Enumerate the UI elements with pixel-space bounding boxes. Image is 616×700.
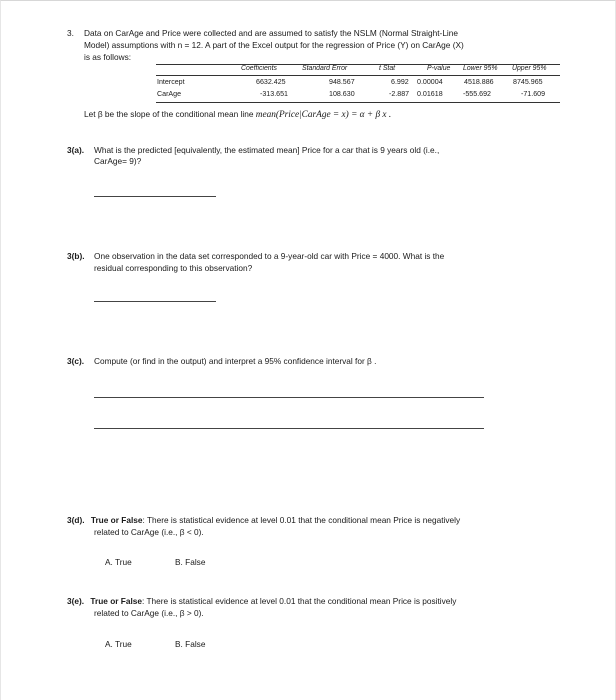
- question-3d-text-1: : There is statistical evidence at level 0.01 that the conditional mean Price is negatively: [142, 515, 461, 525]
- header-lower-95: Lower 95%: [463, 65, 498, 72]
- header-upper-95: Upper 95%: [512, 65, 547, 72]
- row-label-carage: CarAge: [157, 90, 182, 98]
- answer-line-3c-2[interactable]: [94, 428, 484, 429]
- question-3a-text-1: What is the predicted [equivalently, the estimated mean] Price for a car that is 9 years old (i.e.,: [94, 145, 440, 155]
- header-coefficients: Coefficients: [241, 65, 278, 72]
- cell-carage-coef: -313.651: [260, 90, 289, 98]
- table-top-rule: [156, 64, 560, 65]
- question-3e-line-1: [67, 596, 456, 607]
- question-3d-line-1: [67, 515, 460, 526]
- cell-intercept-coef: 6632.425: [256, 78, 286, 86]
- question-3b-text-2: residual corresponding to this observation?: [94, 263, 253, 273]
- question-3a-label: 3(a).: [67, 145, 85, 155]
- answer-line-3a[interactable]: [94, 196, 216, 197]
- cell-intercept-upper: 8745.965: [513, 78, 543, 86]
- option-3d-false[interactable]: B. False: [175, 557, 206, 567]
- cell-carage-t: -2.887: [389, 90, 410, 98]
- cell-intercept-p: 0.00004: [417, 78, 443, 86]
- row-label-intercept: Intercept: [157, 78, 185, 86]
- intro-line-2: Model) assumptions with n = 12. A part of the Excel output for the regression of Price (Y) on CarAge (X): [84, 40, 464, 50]
- slope-definition: [84, 109, 391, 121]
- slope-definition-text: Let β be the slope of the conditional mean line: [84, 109, 254, 119]
- header-t-stat: t Stat: [379, 65, 396, 72]
- question-3e-label: 3(e).: [67, 596, 85, 606]
- question-3a-text-2: CarAge= 9)?: [94, 156, 142, 166]
- question-3c-text: Compute (or find in the output) and interpret a 95% confidence interval for β .: [94, 356, 377, 366]
- table-bottom-rule: [156, 102, 560, 103]
- question-3e-tf: True or False: [90, 596, 143, 606]
- question-3d-tf: True or False: [90, 515, 143, 525]
- slope-definition-formula: mean(Price|CarAge = x) = α + β x .: [255, 110, 392, 120]
- question-3c-label: 3(c).: [67, 356, 85, 366]
- cell-intercept-se: 948.567: [329, 78, 355, 86]
- answer-line-3b[interactable]: [94, 301, 216, 302]
- answer-line-3c-1[interactable]: [94, 397, 484, 398]
- cell-carage-se: 108.630: [329, 90, 355, 98]
- question-3b-label: 3(b).: [67, 251, 85, 261]
- table-header-rule: [156, 75, 560, 76]
- option-3d-true[interactable]: A. True: [105, 557, 132, 567]
- intro-line-1: Data on CarAge and Price were collected and are assumed to satisfy the NSLM (Normal Straight-Line: [84, 28, 459, 38]
- intro-line-3: is as follows:: [84, 52, 132, 62]
- question-3d-text-2: related to CarAge (i.e., β < 0).: [94, 527, 204, 537]
- cell-carage-upper: -71.609: [521, 90, 546, 98]
- option-3e-true[interactable]: A. True: [105, 639, 132, 649]
- question-3e-text-1: : There is statistical evidence at level 0.01 that the conditional mean Price is positively: [142, 596, 457, 606]
- cell-intercept-t: 6.992: [391, 78, 409, 86]
- header-standard-error: Standard Error: [302, 65, 348, 72]
- cell-intercept-lower: 4518.886: [464, 78, 494, 86]
- cell-carage-p: 0.01618: [417, 90, 443, 98]
- question-3e-text-2: related to CarAge (i.e., β > 0).: [94, 608, 204, 618]
- header-p-value: P-value: [427, 65, 451, 72]
- option-3e-false[interactable]: B. False: [175, 639, 206, 649]
- cell-carage-lower: -555.692: [463, 90, 492, 98]
- excel-regression-table: [156, 64, 560, 103]
- question-number: 3.: [67, 28, 74, 38]
- question-3b-text-1: One observation in the data set corresponded to a 9-year-old car with Price = 4000. What is the: [94, 251, 445, 261]
- question-3d-label: 3(d).: [67, 515, 85, 525]
